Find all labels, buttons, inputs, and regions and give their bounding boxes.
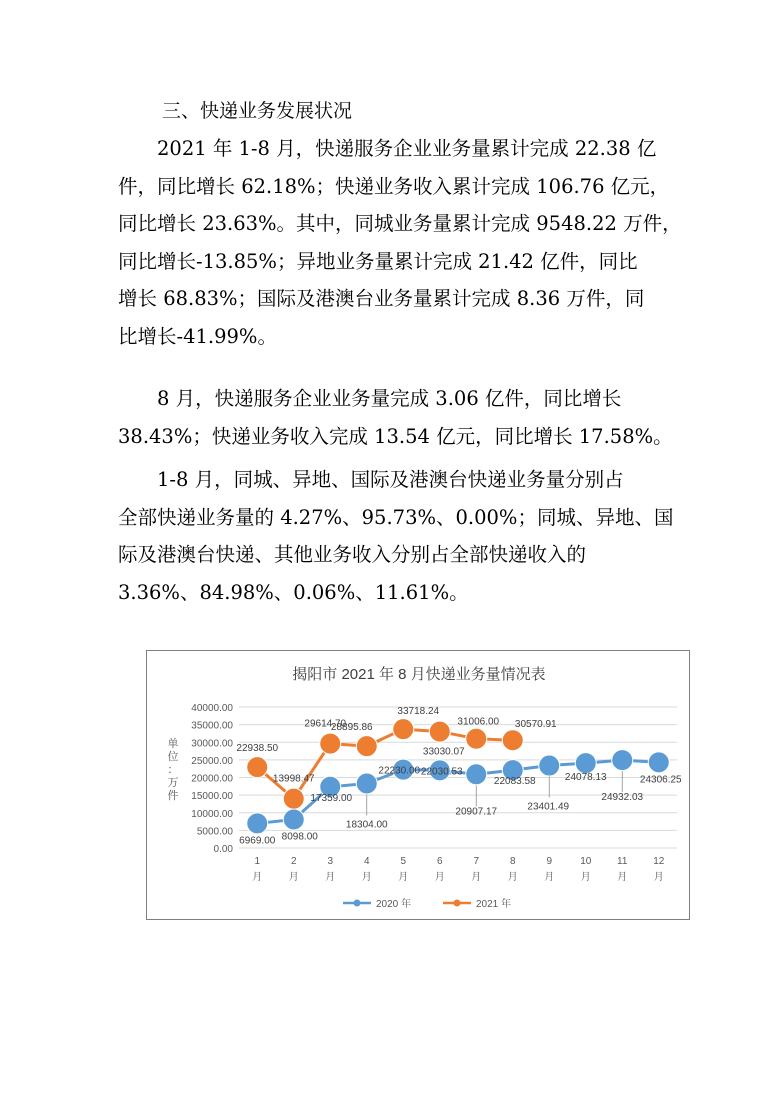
y-tick-label: 5000.00 xyxy=(196,826,233,838)
paragraph-3-line-1: 1-8 月，同城、异地、国际及港澳台快递业务量分别占 xyxy=(118,468,624,491)
series-marker-1 xyxy=(356,736,377,757)
series-marker-0 xyxy=(356,773,377,794)
section-heading: 三、快递业务发展状况 xyxy=(162,100,353,122)
series-marker-1 xyxy=(393,719,414,740)
data-label: 29614.70 xyxy=(304,718,347,730)
x-tick-label-unit: 月 xyxy=(653,872,664,883)
paragraph-1-line-2: 件，同比增长 62.18%；快递业务收入累计完成 106.76 亿元， xyxy=(118,174,670,198)
y-axis-title-char: 单 xyxy=(167,738,179,750)
legend-label: 2020 年 xyxy=(376,899,412,910)
data-label: 24078.13 xyxy=(564,772,607,784)
x-tick-label-unit: 月 xyxy=(361,872,372,883)
series-marker-0 xyxy=(612,750,633,771)
chart-container xyxy=(146,650,690,920)
y-tick-label: 25000.00 xyxy=(191,755,233,767)
x-tick-label: 6 xyxy=(436,856,443,867)
data-label: 28895.86 xyxy=(330,722,373,734)
series-marker-1 xyxy=(283,788,304,809)
paragraph-1-line-3: 同比增长 23.63%。其中，同城业务量累计完成 9548.22 万件， xyxy=(118,212,682,235)
data-label: 8098.00 xyxy=(281,831,318,843)
x-tick-label-unit: 月 xyxy=(471,872,482,883)
data-label: 6969.00 xyxy=(239,835,276,847)
data-label: 24932.03 xyxy=(601,792,644,804)
x-tick-label: 7 xyxy=(473,856,480,867)
y-tick-label: 15000.00 xyxy=(191,791,233,803)
data-label: 33718.24 xyxy=(397,706,440,718)
series-marker-1 xyxy=(429,721,450,742)
series-marker-0 xyxy=(648,752,669,773)
y-axis-title-char: 位 xyxy=(167,751,179,763)
x-tick-label: 10 xyxy=(580,856,592,867)
paragraph-2-line-1: 8 月，快递服务企业业务量完成 3.06 亿件，同比增长 xyxy=(118,387,622,410)
data-label: 13998.47 xyxy=(272,773,315,785)
data-label: 24306.25 xyxy=(639,774,682,786)
y-tick-label: 30000.00 xyxy=(191,738,233,750)
y-axis-title-char: 件 xyxy=(167,790,179,802)
y-tick-label: 40000.00 xyxy=(191,703,233,714)
y-tick-label: 20000.00 xyxy=(191,773,233,785)
x-tick-label: 9 xyxy=(546,856,553,867)
x-tick-label: 3 xyxy=(327,856,334,867)
paragraph-1-line-4: 同比增长-13.85%；异地业务量累计完成 21.42 亿件，同比 xyxy=(118,249,638,273)
paragraph-1-line-6: 比增长-41.99%。 xyxy=(118,324,277,348)
data-label: 33030.07 xyxy=(422,746,465,758)
legend-label: 2021 年 xyxy=(476,899,512,910)
y-tick-label: 35000.00 xyxy=(191,720,233,732)
series-marker-1 xyxy=(320,733,341,754)
data-label: 31006.00 xyxy=(457,716,500,728)
x-tick-label-unit: 月 xyxy=(617,872,628,883)
x-tick-label-unit: 月 xyxy=(288,872,299,883)
x-tick-label: 2 xyxy=(290,856,297,867)
paragraph-2-line-2: 38.43%；快递业务收入完成 13.54 亿元，同比增长 17.58%。 xyxy=(118,424,673,448)
data-label: 17359.00 xyxy=(310,792,353,804)
series-marker-1 xyxy=(247,757,268,778)
legend-marker xyxy=(354,900,361,907)
paragraph-1-line-5: 增长 68.83%；国际及港澳台业务量累计完成 8.36 万件，同 xyxy=(118,287,645,310)
x-tick-label: 12 xyxy=(653,856,665,867)
data-label: 18304.00 xyxy=(345,819,388,831)
x-tick-label: 8 xyxy=(509,856,516,867)
paragraph-3-line-3: 际及港澳台快递、其他业务收入分别占全部快递收入的 xyxy=(118,543,587,566)
y-axis-title-char: ： xyxy=(167,764,179,776)
x-tick-label-unit: 月 xyxy=(580,872,591,883)
paragraph-3-line-4: 3.36%、84.98%、0.06%、11.61%。 xyxy=(118,580,469,604)
line-chart xyxy=(147,651,689,919)
chart-title: 揭阳市 2021 年 8 月快递业务量情况表 xyxy=(292,666,546,683)
legend-marker xyxy=(454,900,461,907)
paragraph-1-line-1: 2021 年 1-8 月，快递服务企业业务量累计完成 22.38 亿 xyxy=(118,137,657,160)
data-label: 22030.53 xyxy=(420,766,463,778)
x-tick-label-unit: 月 xyxy=(507,872,518,883)
series-marker-1 xyxy=(466,728,487,749)
x-tick-label: 5 xyxy=(400,856,407,867)
y-axis-title-char: 万 xyxy=(167,777,179,789)
series-marker-0 xyxy=(247,813,268,834)
chart-plot-area xyxy=(168,703,683,910)
series-marker-1 xyxy=(502,730,523,751)
x-tick-label-unit: 月 xyxy=(252,872,263,883)
x-tick-label-unit: 月 xyxy=(325,872,336,883)
x-tick-label: 4 xyxy=(363,856,370,867)
data-label: 22083.58 xyxy=(493,776,536,788)
paragraph-3-line-2: 全部快递业务量的 4.27%、95.73%、0.00%；同城、异地、国 xyxy=(118,505,674,529)
x-tick-label-unit: 月 xyxy=(544,872,555,883)
x-tick-label-unit: 月 xyxy=(434,872,445,883)
data-label: 23401.49 xyxy=(527,801,570,813)
data-label: 22938.50 xyxy=(236,743,279,755)
data-label: 20907.17 xyxy=(455,806,498,818)
series-marker-0 xyxy=(575,753,596,774)
y-tick-label: 10000.00 xyxy=(191,808,233,820)
series-marker-0 xyxy=(283,809,304,830)
series-marker-0 xyxy=(539,755,560,776)
data-label: 30570.91 xyxy=(514,719,557,731)
data-label: 22230.00 xyxy=(378,765,421,777)
x-tick-label: 11 xyxy=(617,856,628,867)
series-marker-0 xyxy=(466,764,487,785)
y-tick-label: 0.00 xyxy=(213,844,233,855)
x-tick-label-unit: 月 xyxy=(398,872,409,883)
x-tick-label: 1 xyxy=(254,856,261,867)
